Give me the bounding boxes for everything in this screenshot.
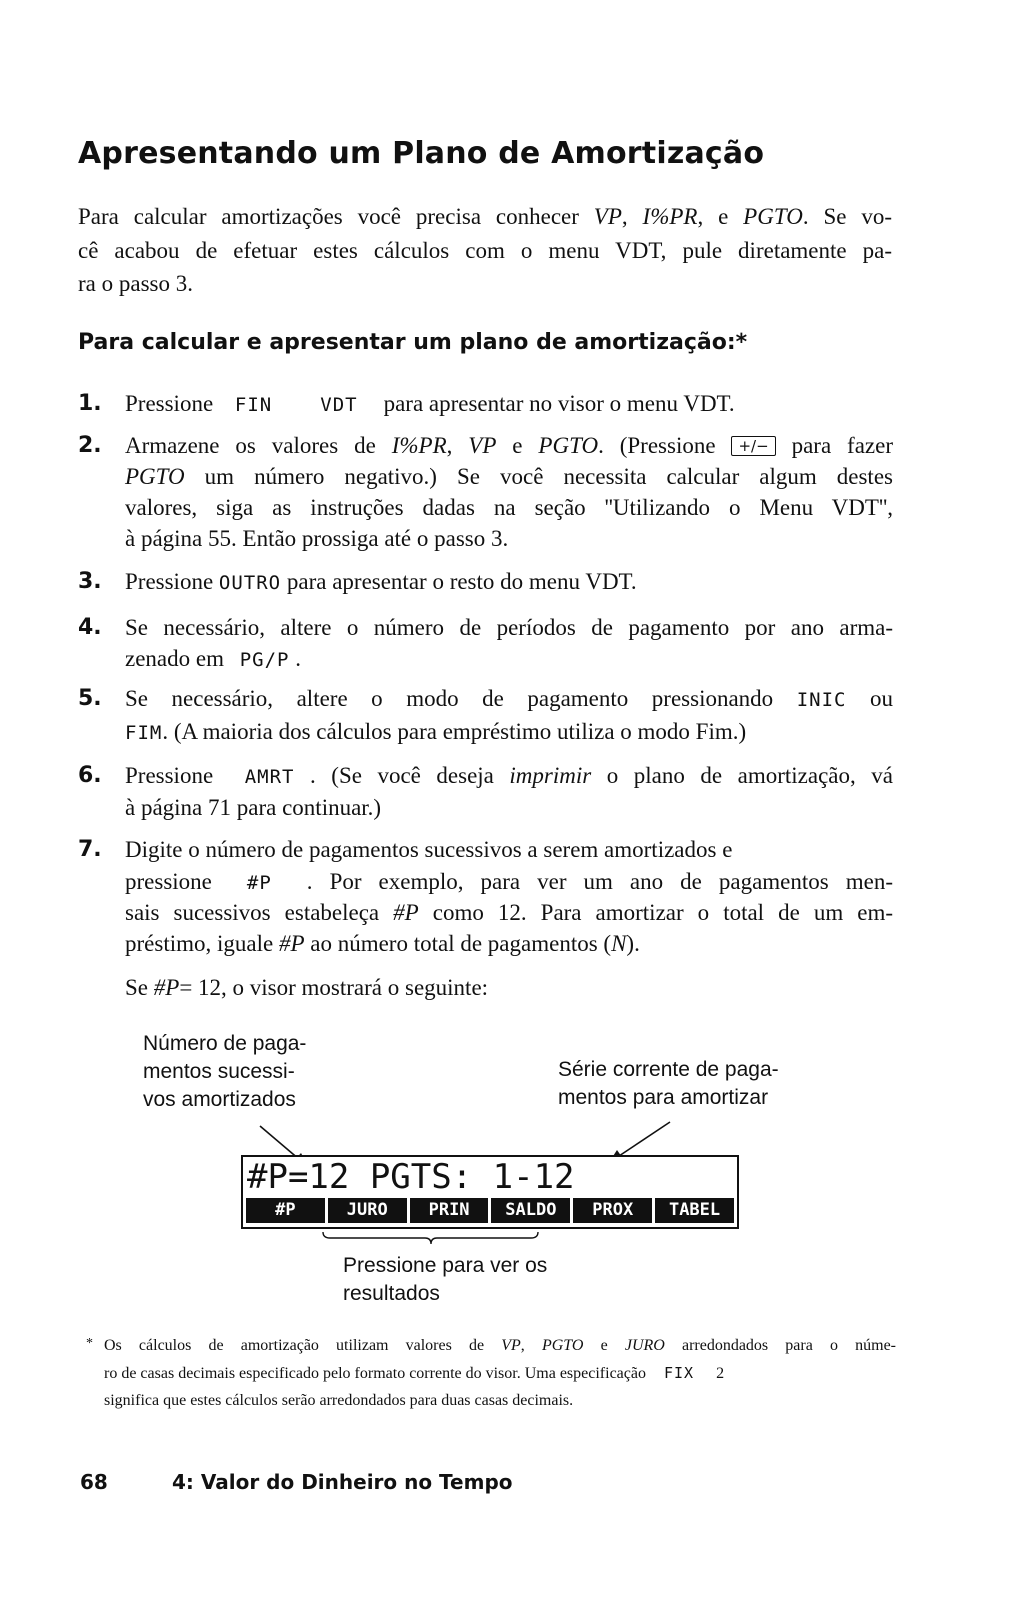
step-text: préstimo, iguale (125, 931, 279, 956)
menu-key-prox: PROX (573, 1198, 652, 1223)
subheading: Para calcular e apresentar um plano de amortização:* (78, 330, 748, 355)
inic-menu-key: INIC (796, 689, 847, 711)
step-number: 6. (78, 763, 102, 788)
footnote-line-3: significa que estes cálculos serão arredondados para duas casas decimais. (104, 1392, 574, 1409)
step-number: 5. (78, 686, 102, 711)
pgp-menu-key: PG/P (239, 649, 290, 671)
step-text: . (Se você deseja (294, 763, 510, 788)
step-text: pressione (125, 869, 229, 894)
right-arrow-line (616, 1122, 670, 1158)
step-text: para apresentar no visor o menu VDT. (383, 391, 735, 416)
calculator-display (241, 1155, 739, 1229)
chapter-title: 4: Valor do Dinheiro no Tempo (172, 1470, 513, 1494)
footnote-text: 2 (716, 1365, 725, 1382)
step-text: Pressione (125, 569, 219, 594)
footnote-line-2 (104, 1360, 724, 1387)
np-var: #P (393, 900, 419, 925)
step-4-line-1: Se necessário, altere o número de períodos de pagamento por ano arma- (125, 615, 893, 640)
display-line: #P=12 PGTS: 1-12 (247, 1157, 575, 1197)
emphasis: imprimir (509, 763, 592, 788)
step-number: 3. (78, 569, 102, 594)
step-text: . (Pressione (598, 433, 732, 458)
step-text: . Por exemplo, para ver um ano de pagamentos men- (289, 869, 893, 894)
results-brace (323, 1232, 538, 1244)
menu-key-juro: JURO (328, 1198, 407, 1223)
pgto-var: PGTO (743, 204, 803, 229)
label-line: resultados (343, 1282, 440, 1305)
sep: , (621, 204, 643, 229)
menu-key-prin: PRIN (410, 1198, 489, 1223)
step-6-line-2: à página 71 para continuar.) (125, 795, 382, 820)
menu-key-tabel: TABEL (655, 1198, 734, 1223)
footnote-text: arredondados para o núme- (664, 1337, 897, 1354)
step-text: para apresentar o resto do menu VDT. (281, 569, 637, 594)
np-var: #P (153, 975, 180, 1000)
display-menu (246, 1198, 734, 1223)
step-text: . (289, 646, 301, 671)
ipr-var: I%PR (391, 433, 447, 458)
footnote-mark: * (86, 1336, 93, 1351)
step-text: um número negativo.) Se você necessita calcular algum destes (184, 464, 893, 489)
step-text: . (A maioria dos cálculos para empréstimo utiliza o modo Fim.) (162, 719, 747, 744)
step-text: o plano de amortização, vá (591, 763, 894, 788)
footnote-text: ro de casas decimais especificado pelo formato corrente do visor. Uma especificação (104, 1365, 650, 1382)
fix-menu-key: FIX (663, 1364, 695, 1382)
pgto-var: PGTO (541, 1337, 584, 1354)
menu-key-saldo: SALDO (491, 1198, 570, 1223)
step-text: ). (626, 931, 640, 956)
pgto-var: PGTO (125, 464, 185, 489)
step-text: zenado em (125, 646, 230, 671)
page-number: 68 (80, 1470, 108, 1494)
step-number: 2. (78, 433, 102, 458)
outro-menu-key: OUTRO (218, 572, 282, 594)
pgto-var: PGTO (538, 433, 599, 458)
intro-line-2: cê acabou de efetuar estes cálculos com o menu VDT, pule diretamente pa- (78, 238, 892, 263)
fim-menu-key: FIM (125, 722, 163, 744)
label-line: mentos sucessi- (143, 1060, 295, 1083)
np-menu-key: #P (246, 872, 272, 894)
step-number: 1. (78, 391, 102, 416)
page-title: Apresentando um Plano de Amortização (78, 136, 765, 171)
label-line: Pressione para ver os (343, 1254, 548, 1277)
step-text: ou (846, 686, 893, 711)
vp-var: VP (468, 433, 497, 458)
sep: , (520, 1337, 542, 1354)
fin-menu-key: FIN (234, 394, 273, 416)
figure-label-bottom (343, 1252, 547, 1308)
step-number: 4. (78, 615, 102, 640)
vp-var: VP (501, 1337, 521, 1354)
footnote-line-1 (104, 1332, 896, 1359)
sep: e (583, 1337, 625, 1354)
label-line: vos amortizados (143, 1088, 296, 1111)
step-text: Se necessário, altere o modo de pagamento pressionando (125, 686, 797, 711)
step-number: 7. (78, 837, 102, 862)
step-text: para fazer (775, 433, 894, 458)
n-var: N (611, 931, 627, 956)
step-text: sais sucessivos estabeleça (125, 900, 394, 925)
juro-var: JURO (624, 1337, 665, 1354)
intro-text: Para calcular amortizações você precisa conhecer (78, 204, 594, 229)
sep: e (496, 433, 539, 458)
step-text: Armazene os valores de (125, 433, 392, 458)
np-var: #P (278, 931, 305, 956)
sep: , (446, 433, 469, 458)
step-2-line-4: à página 55. Então prossiga até o passo 3. (125, 526, 509, 551)
change-sign-key: +/− (731, 436, 775, 456)
intro-line-3: ra o passo 3. (78, 271, 193, 296)
intro-text: . Se vo- (802, 204, 892, 229)
step-text: Se (125, 975, 154, 1000)
step-text: como 12. Para amortizar o total de um em- (418, 900, 893, 925)
step-7-line-1: Digite o número de pagamentos sucessivos a serem amortizados e (125, 837, 733, 862)
menu-key-np: #P (246, 1198, 325, 1223)
amrt-menu-key: AMRT (244, 766, 295, 788)
label-line: mentos para amortizar (558, 1086, 769, 1109)
ipr-var: I%PR (642, 204, 698, 229)
vdt-menu-key: VDT (320, 394, 358, 416)
step-text: Pressione (125, 391, 219, 416)
sep: , e (697, 204, 744, 229)
footnote-text: Os cálculos de amortização utilizam valores de (104, 1337, 502, 1354)
label-line: Número de paga- (143, 1032, 307, 1055)
label-line: Série corrente de paga- (558, 1058, 779, 1081)
step-text: Pressione (125, 763, 229, 788)
step-text: = 12, o visor mostrará o seguinte: (179, 975, 489, 1000)
step-text: ao número total de pagamentos ( (304, 931, 612, 956)
step-2-line-3: valores, siga as instruções dadas na seção ''Utilizando o Menu VDT'', (125, 495, 893, 520)
vp-var: VP (593, 204, 622, 229)
